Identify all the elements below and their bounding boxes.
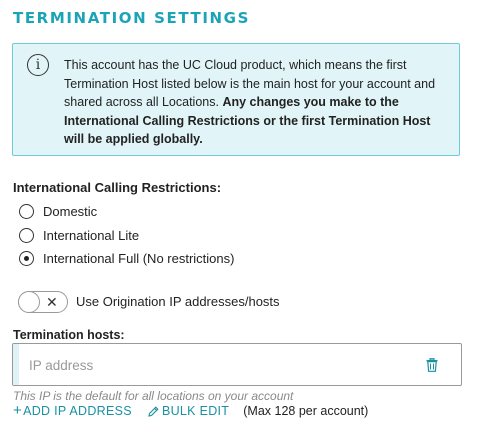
ip-default-hint: This IP is the default for all locations on your account — [13, 389, 294, 403]
info-text-bold: Any changes you make to the International Calling Restrictions or the first Termination Host will be applied globally. — [64, 95, 431, 146]
info-banner — [12, 43, 460, 156]
termination-hosts-label: Termination hosts: — [13, 328, 125, 342]
origination-toggle[interactable] — [18, 291, 68, 313]
trash-icon[interactable] — [426, 358, 438, 372]
info-text-normal: This account has the UC Cloud product, which means the first Termination Host listed below is the main host for your account and shared across all Locations. — [64, 58, 436, 109]
radio-button-international-full[interactable] — [19, 251, 34, 266]
add-ip-address-button[interactable] — [13, 404, 132, 418]
bulk-edit-label: BULK EDIT — [161, 404, 230, 418]
toggle-knob — [18, 291, 40, 313]
radio-label-international-full: International Full (No restrictions) — [43, 251, 235, 266]
plus-icon: + — [13, 402, 23, 419]
radio-label-domestic: Domestic — [43, 204, 98, 219]
calling-restrictions-label: International Calling Restrictions: — [13, 180, 222, 195]
max-hosts-note: (Max 128 per account) — [243, 404, 369, 418]
info-banner-text — [64, 56, 449, 149]
bulk-edit-button[interactable] — [148, 404, 229, 418]
input-accent-bar — [13, 344, 19, 385]
origination-toggle-label: Use Origination IP addresses/hosts — [76, 294, 280, 309]
ip-address-field-wrapper — [12, 343, 462, 386]
pencil-icon — [148, 406, 159, 417]
radio-option-domestic[interactable] — [19, 204, 97, 219]
radio-option-international-full[interactable] — [19, 251, 234, 266]
radio-label-international-lite: International Lite — [43, 228, 140, 243]
add-ip-address-label: ADD IP ADDRESS — [23, 404, 132, 418]
ip-address-input[interactable] — [27, 352, 421, 378]
radio-button-international-lite[interactable] — [19, 228, 34, 243]
close-icon: ✕ — [46, 294, 58, 310]
host-actions-row — [13, 404, 368, 418]
section-title: TERMINATION SETTINGS — [13, 9, 250, 27]
radio-button-domestic[interactable] — [19, 204, 34, 219]
radio-option-international-lite[interactable] — [19, 228, 139, 243]
info-icon: i — [27, 54, 49, 76]
